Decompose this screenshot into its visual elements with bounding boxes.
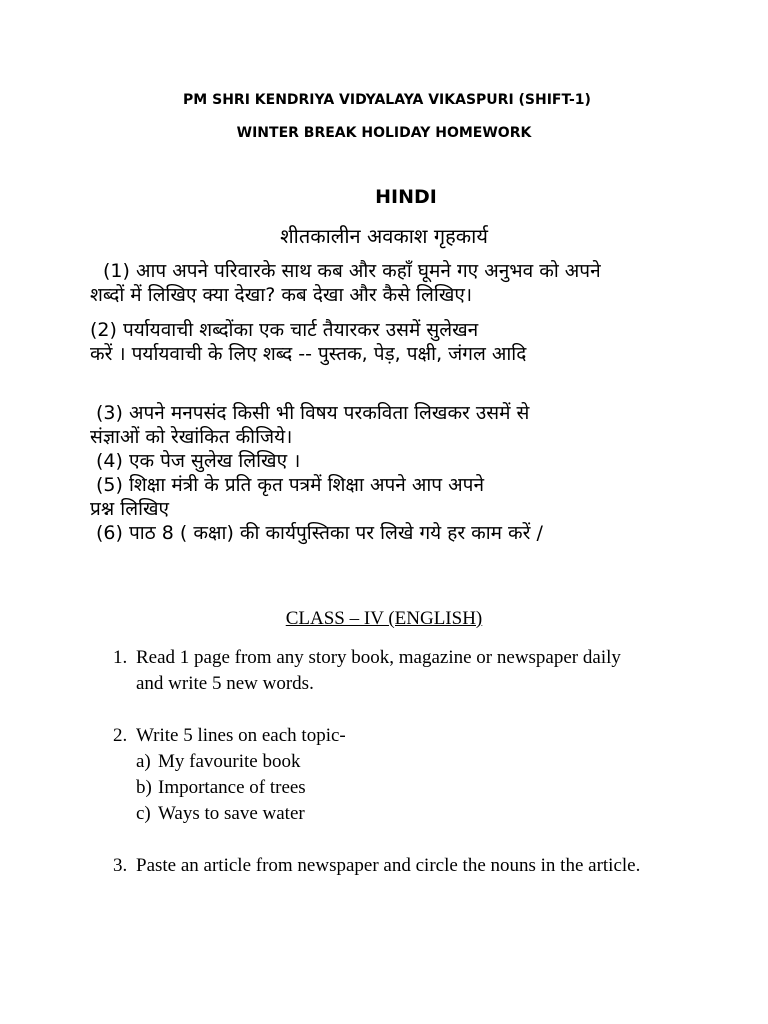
homework-title: WINTER BREAK HOLIDAY HOMEWORK — [236, 125, 532, 141]
hindi-item-6-line: (6) पाठ 8 ( कक्षा) की कार्यपुस्तिका पर लिखे गये हर काम करें / — [96, 522, 543, 544]
english-subitem-a-text: My favourite book — [158, 751, 301, 772]
hindi-item-3-line-1: (3) अपने मनपसंद किसी भी विषय परकविता लिखकर उसमें से — [96, 402, 530, 424]
english-item-1-line-1: Read 1 page from any story book, magazine or newspaper daily — [136, 647, 621, 668]
hindi-item-2-line-2: करें । पर्यायवाची के लिए शब्द -- पुस्तक, पेड़, पक्षी, जंगल आदि — [90, 343, 527, 365]
hindi-item-5-line-1: (5) शिक्षा मंत्री के प्रति कृत पत्रमें शिक्षा अपने आप अपने — [96, 474, 484, 496]
english-subitem-a-letter: a) — [136, 751, 151, 772]
hindi-item-1 — [90, 259, 690, 307]
hindi-item-1-line-1: (1) आप अपने परिवारके साथ कब और कहाँ घूमने गए अनुभव को अपने — [103, 260, 601, 282]
english-item-3-number: 3. — [113, 855, 128, 876]
hindi-heading: शीतकालीन अवकाश गृहकार्य — [280, 224, 488, 248]
english-item-2-number: 2. — [113, 725, 128, 746]
english-item-1-number: 1. — [113, 647, 128, 668]
english-subitem-c-text: Ways to save water — [158, 803, 305, 824]
hindi-item-2-line-1: (2) पर्यायवाची शब्दोंका एक चार्ट तैयारकर उसमें सुलेखन — [90, 319, 479, 341]
english-item-2-line-1: Write 5 lines on each topic- — [136, 725, 346, 746]
hindi-item-3 — [90, 401, 690, 545]
hindi-item-4-line: (4) एक पेज सुलेख लिखिए । — [96, 450, 301, 472]
school-name: PM SHRI KENDRIYA VIDYALAYA VIKASPURI (SHIFT-1) — [183, 92, 591, 108]
hindi-subject-title: HINDI — [375, 186, 437, 208]
hindi-item-5-line-2: प्रश्न लिखिए — [90, 498, 170, 520]
english-class-heading: CLASS – IV (ENGLISH) — [285, 608, 483, 629]
english-subitem-b-text: Importance of trees — [158, 777, 306, 798]
hindi-item-3-line-2: संज्ञाओं को रेखांकित कीजिये। — [90, 426, 293, 448]
english-subitem-c-letter: c) — [136, 803, 151, 824]
english-item-3-line-1: Paste an article from newspaper and circle the nouns in the article. — [136, 855, 641, 876]
hindi-item-1-line-2: शब्दों में लिखिए क्या देखा? कब देखा और कैसे लिखिए। — [90, 284, 473, 306]
hindi-item-2 — [90, 318, 690, 366]
english-subitem-b-letter: b) — [136, 777, 152, 798]
english-item-1-line-2: and write 5 new words. — [136, 673, 314, 694]
